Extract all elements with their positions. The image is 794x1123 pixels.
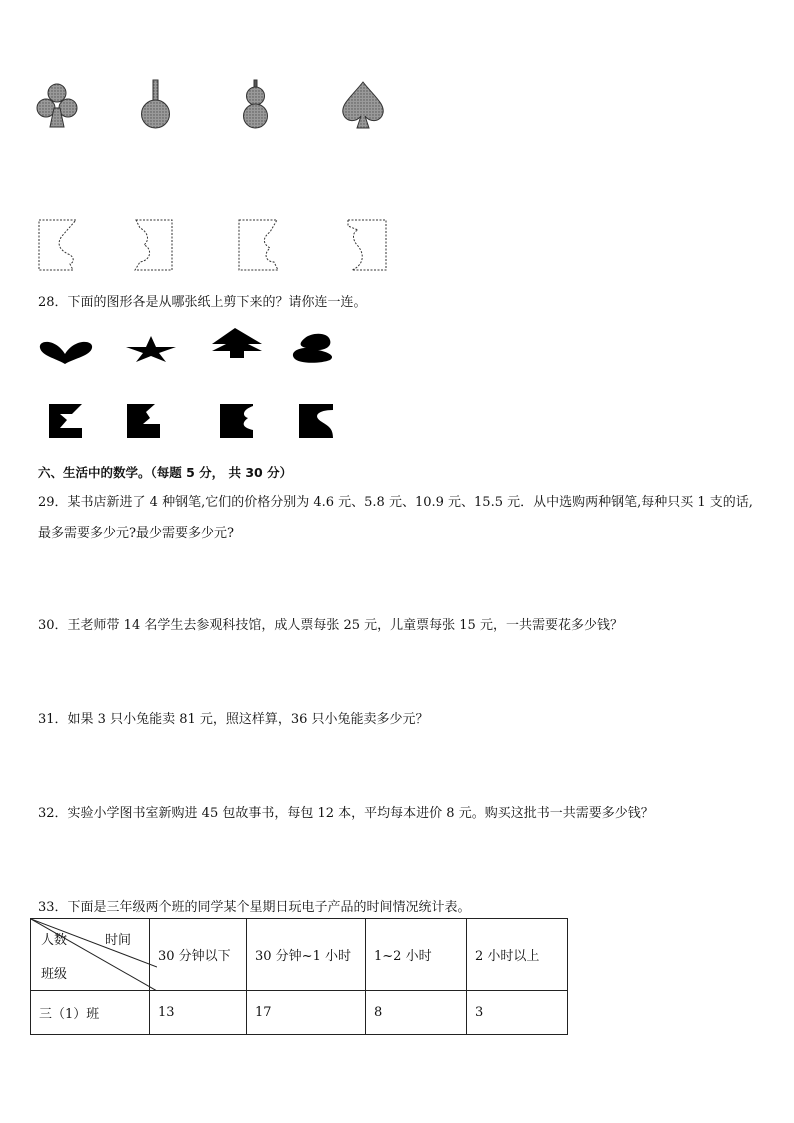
- cutout-paper-3: [239, 220, 278, 270]
- table-header-cell: 2 小时以上: [467, 919, 568, 991]
- cutout-paper-2: [135, 220, 172, 270]
- table-row: [31, 991, 568, 1035]
- table-header-cell: 30 分钟以下: [150, 919, 247, 991]
- table-corner-cell: [31, 919, 150, 991]
- heart-icon: [40, 342, 92, 364]
- question-31: 31．如果 3 只小兔能卖 81 元，照这样算，36 只小兔能卖多少元？: [38, 712, 429, 727]
- table-header-cell: 1~2 小时: [366, 919, 467, 991]
- question-28: 28．下面的图形各是从哪张纸上剪下来的？请你连一连。: [38, 295, 367, 310]
- figure-area-bottom: [0, 320, 794, 450]
- question-32: 32．实验小学图书室新购进 45 包故事书，每包 12 本，平均每本进价 8 元。购买这批书一共需要多少钱？: [38, 806, 654, 821]
- arrow-icon: [212, 328, 262, 358]
- gourd-icon: [244, 80, 268, 128]
- table-header-row: [31, 919, 568, 991]
- section-6-title: 六、生活中的数学。（每题 5 分， 共 30 分）: [38, 465, 293, 480]
- table-cell: 3: [467, 991, 568, 1035]
- question-29-line-2: 最多需要多少元?最少需要多少元?: [38, 526, 234, 541]
- table-header-cell: 30 分钟~1 小时: [247, 919, 366, 991]
- table-cell: 17: [247, 991, 366, 1035]
- corner-label-time: 时间: [105, 933, 132, 948]
- corner-label-class: 班级: [41, 967, 68, 982]
- spade-icon: [343, 82, 383, 128]
- stats-table: [30, 918, 568, 1035]
- black-paper-3: [220, 404, 253, 438]
- table-row-label: 三（1）班: [31, 991, 150, 1035]
- table-cell: 8: [366, 991, 467, 1035]
- cutout-paper-4: [348, 220, 386, 270]
- ladle-icon: [142, 80, 170, 128]
- table-cell: 13: [150, 991, 247, 1035]
- black-paper-1: [49, 404, 82, 438]
- club-icon: [37, 84, 77, 127]
- blob-icon: [293, 334, 332, 363]
- question-29-line-1: 29．某书店新进了 4 种钢笔,它们的价格分别为 4.6 元、5.8 元、10.9 元、15.5 元．从中选购两种钢笔,每种只买 1 支的话,: [38, 495, 753, 510]
- black-paper-4: [299, 404, 333, 438]
- figure-area-top: [0, 0, 794, 300]
- question-33: 33．下面是三年级两个班的同学某个星期日玩电子产品的时间情况统计表。: [38, 900, 471, 915]
- black-paper-2: [127, 404, 160, 438]
- star-icon: [126, 336, 176, 362]
- question-30: 30．王老师带 14 名学生去参观科技馆，成人票每张 25 元，儿童票每张 15 元，一共需要花多少钱？: [38, 618, 623, 633]
- cutout-paper-1: [39, 220, 76, 270]
- corner-label-count: 人数: [41, 933, 68, 948]
